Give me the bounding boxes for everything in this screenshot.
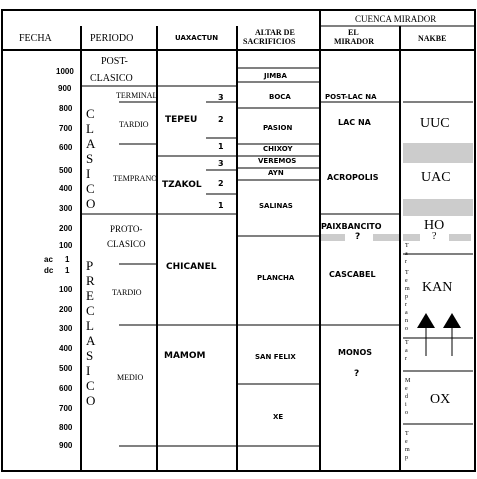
- nakbe-question: ?: [432, 231, 437, 242]
- altar-header-line2: SACRIFICIOS: [243, 37, 296, 46]
- preclasico-letter: A: [86, 333, 96, 348]
- post-clasico-line1: POST-: [101, 56, 128, 67]
- mirador-header-line2: MIRADOR: [334, 37, 374, 46]
- preclasico-letter: P: [86, 258, 94, 273]
- ox-label: OX: [430, 392, 451, 407]
- nakbe-temp-letter: T: [405, 431, 409, 437]
- year-label: 100: [59, 241, 73, 250]
- preclasico-letter: R: [86, 273, 95, 288]
- mirador-header-line1: EL: [348, 28, 359, 37]
- clasico-letter: C: [86, 106, 95, 121]
- nakbe-temprano-letter: p: [405, 294, 408, 300]
- tzakol-1-label: 1: [218, 201, 224, 210]
- nakbe-temprano-letter: e: [405, 278, 408, 284]
- year-label: 1000: [56, 67, 74, 76]
- san-felix-label: SAN FELIX: [255, 353, 296, 361]
- mirador-question-1: ?: [355, 232, 361, 242]
- clasico-letter: S: [86, 151, 94, 166]
- clasico-letter: I: [86, 166, 91, 181]
- uaxactun-header: UAXACTUN: [175, 34, 219, 42]
- tardio-preclasico-label: TARDIO: [112, 288, 142, 297]
- uac-label: UAC: [421, 170, 451, 185]
- tzakol-2-label: 2: [218, 179, 224, 188]
- year-label: 1: [65, 266, 70, 275]
- cascabel-label: CASCABEL: [329, 270, 376, 279]
- year-label: 300: [59, 324, 73, 333]
- acropolis-label: ACROPOLIS: [327, 173, 379, 182]
- nakbe-medio-letter: d: [405, 394, 408, 400]
- pasion-label: PASION: [263, 124, 293, 132]
- nakbe-tar-letter: r: [405, 259, 407, 265]
- post-lac-na-label: POST-LAC NA: [325, 93, 377, 101]
- tzakol-label: TZAKOL: [162, 180, 202, 190]
- tardio-clasico-label: TARDIO: [119, 120, 149, 129]
- uuc-label: UUC: [420, 116, 450, 131]
- year-label: 700: [59, 124, 73, 133]
- year-label: 600: [59, 143, 73, 152]
- nakbe-medio-letter: o: [405, 410, 408, 416]
- year-label: ac: [44, 255, 53, 264]
- clasico-letter: A: [86, 136, 96, 151]
- terminal-label: TERMINAL: [116, 91, 158, 100]
- mamom-label: MAMOM: [164, 351, 206, 361]
- mirador-question-2: ?: [354, 369, 360, 379]
- ho-label: HO: [424, 218, 445, 233]
- year-label: 800: [59, 104, 73, 113]
- preclasico-letter: I: [86, 363, 91, 378]
- plancha-label: PLANCHA: [257, 274, 295, 282]
- tepeu-label: TEPEU: [165, 115, 198, 125]
- ayn-label: AYN: [268, 169, 284, 177]
- year-label: 900: [58, 84, 72, 93]
- xe-label: XE: [273, 413, 284, 421]
- year-label: 500: [59, 166, 73, 175]
- year-label: 700: [59, 404, 73, 413]
- chixoy-label: CHIXOY: [263, 145, 293, 153]
- year-label: 600: [59, 384, 73, 393]
- nakbe-temprano-letter: n: [405, 318, 408, 324]
- temprano-label: TEMPRANO: [113, 174, 158, 183]
- preclasico-letter: S: [86, 348, 94, 363]
- nakbe-temprano-letter: o: [405, 326, 408, 332]
- proto-clasico-line2: CLASICO: [107, 239, 146, 249]
- post-clasico-line2: CLASICO: [90, 73, 133, 84]
- nakbe-medio-letter: i: [405, 402, 407, 408]
- tepeu-3-label: 3: [218, 93, 224, 102]
- nakbe-medio-letter: M: [405, 378, 411, 384]
- shade-band-4: [373, 234, 400, 241]
- periodo-header: PERIODO: [90, 33, 134, 44]
- year-label: dc: [44, 266, 54, 275]
- tepeu-1-label: 1: [218, 142, 224, 151]
- year-label: 900: [59, 441, 73, 450]
- arrow-up-right: [443, 313, 461, 328]
- nakbe-medio-letter: e: [405, 386, 408, 392]
- cuenca-mirador-header: CUENCA MIRADOR: [355, 14, 437, 24]
- year-label: 100: [59, 285, 73, 294]
- fecha-header: FECHA: [19, 33, 52, 44]
- shade-band-1: [403, 143, 473, 163]
- nakbe-header: NAKBE: [418, 34, 447, 43]
- nakbe-temprano-letter: r: [405, 302, 407, 308]
- nakbe-tar-2-letter: T: [405, 340, 409, 346]
- proto-clasico-line1: PROTO-: [110, 224, 143, 234]
- monos-label: MONOS: [338, 348, 373, 357]
- preclasico-letter: L: [86, 318, 94, 333]
- tzakol-3-label: 3: [218, 159, 224, 168]
- year-label: 400: [59, 184, 73, 193]
- tepeu-2-label: 2: [218, 115, 224, 124]
- clasico-letter: O: [86, 196, 96, 211]
- nakbe-tar-2-letter: r: [405, 356, 407, 362]
- shade-band-2: [403, 199, 473, 216]
- chicanel-label: CHICANEL: [166, 262, 217, 272]
- nakbe-tar-letter: T: [405, 243, 409, 249]
- year-label: 500: [59, 364, 73, 373]
- lac-na-label: LAC NA: [338, 118, 371, 127]
- year-label: 800: [59, 423, 73, 432]
- clasico-letter: L: [86, 121, 94, 136]
- salinas-label: SALINAS: [259, 202, 293, 210]
- clasico-letter: C: [86, 181, 95, 196]
- nakbe-tar-letter: a: [405, 251, 408, 257]
- shade-band-5: [403, 234, 420, 241]
- veremos-label: VEREMOS: [258, 157, 297, 165]
- medio-label: MEDIO: [117, 373, 144, 382]
- year-label: 1: [65, 255, 70, 264]
- year-label: 400: [59, 344, 73, 353]
- shade-band-6: [449, 234, 471, 241]
- year-label: 200: [59, 224, 73, 233]
- nakbe-temprano-letter: a: [405, 310, 408, 316]
- preclasico-letter: C: [86, 303, 95, 318]
- kan-label: KAN: [422, 280, 453, 295]
- nakbe-temp-letter: p: [405, 455, 408, 461]
- year-label: 300: [59, 204, 73, 213]
- nakbe-temp-letter: e: [405, 439, 408, 445]
- jimba-label: JIMBA: [264, 72, 287, 80]
- arrow-up-left: [417, 313, 435, 328]
- nakbe-temprano-letter: T: [405, 270, 409, 276]
- boca-label: BOCA: [269, 93, 291, 101]
- nakbe-temp-letter: m: [405, 447, 410, 453]
- preclasico-letter: C: [86, 378, 95, 393]
- altar-header-line1: ALTAR DE: [255, 28, 295, 37]
- paixbancito-label: PAIXBANCITO: [321, 222, 382, 231]
- year-label: 200: [59, 305, 73, 314]
- nakbe-tar-2-letter: a: [405, 348, 408, 354]
- preclasico-letter: E: [86, 288, 94, 303]
- shade-band-3: [321, 234, 345, 241]
- nakbe-temprano-letter: m: [405, 286, 410, 292]
- preclasico-letter: O: [86, 393, 96, 408]
